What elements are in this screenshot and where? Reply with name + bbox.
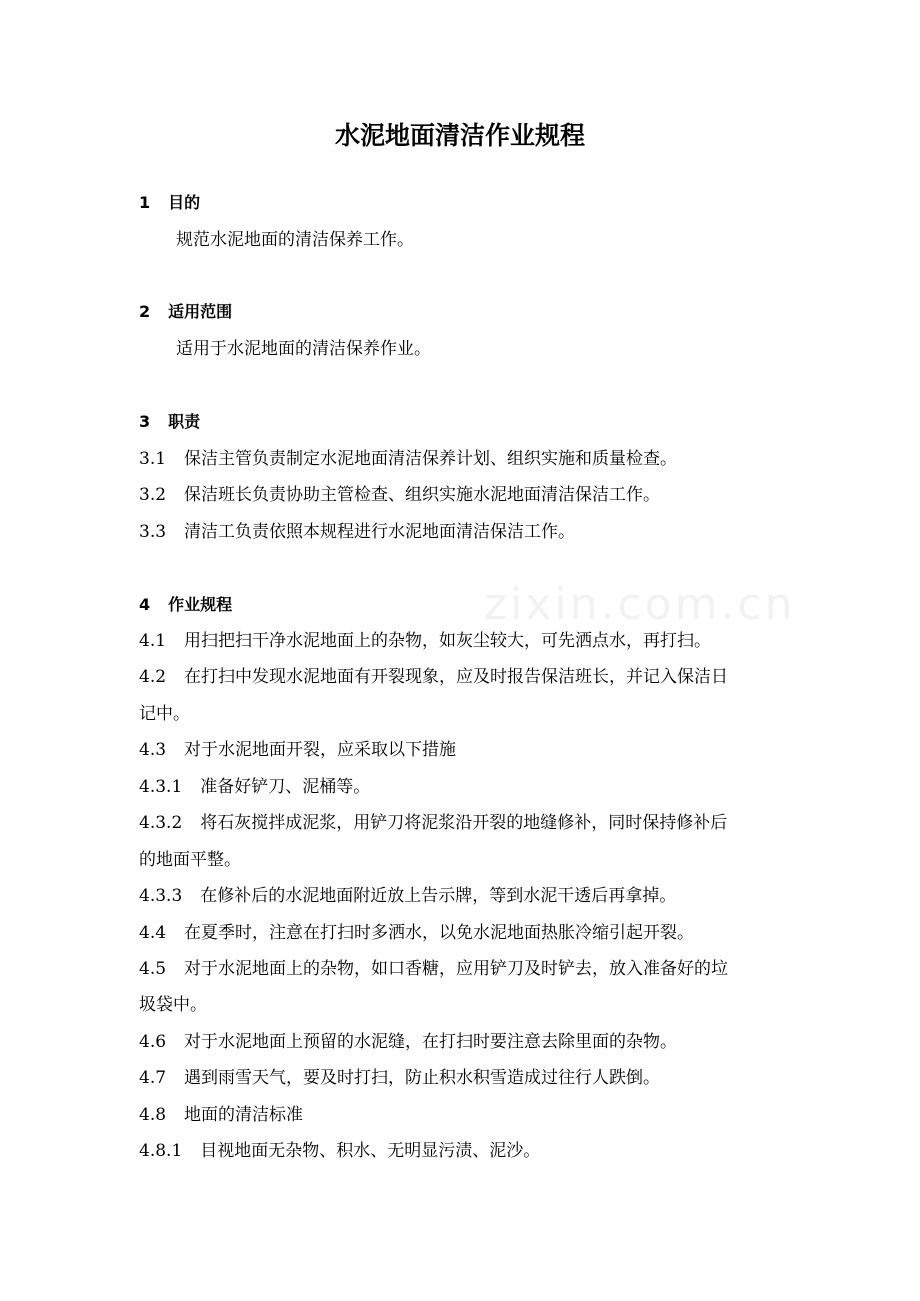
clause-4-8 <box>139 1103 789 1127</box>
clause-number: 4.4 <box>139 923 167 943</box>
clause-4-7 <box>139 1066 789 1090</box>
clause-3-1 <box>139 447 789 471</box>
clause-3-2 <box>139 483 789 507</box>
clause-text: 在修补后的水泥地面附近放上告示牌，等到水泥干透后再拿掉。 <box>200 886 677 906</box>
clause-number: 4.3 <box>139 740 167 760</box>
clause-number: 4.1 <box>139 631 167 651</box>
clause-number: 4.3.2 <box>139 813 183 833</box>
clause-text: 保洁班长负责协助主管检查、组织实施水泥地面清洁保洁工作。 <box>184 485 661 505</box>
clause-number: 4.3.1 <box>139 777 183 797</box>
clause-number: 4.8.1 <box>139 1141 183 1161</box>
section-heading-4 <box>139 593 789 617</box>
section-heading-1 <box>139 191 789 215</box>
clause-4-1 <box>139 629 789 653</box>
clause-4-8-1 <box>139 1139 789 1163</box>
section-number: 3 <box>139 412 151 431</box>
section-heading-3 <box>139 410 789 434</box>
clause-4-6 <box>139 1030 789 1054</box>
clause-number: 3.2 <box>139 485 167 505</box>
clause-text: 在打扫中发现水泥地面有开裂现象，应及时报告保洁班长，并记入保洁日 <box>184 667 729 687</box>
clause-4-3 <box>139 738 789 762</box>
clause-3-3 <box>139 520 789 544</box>
clause-text: 将石灰搅拌成泥浆，用铲刀将泥浆沿开裂的地缝修补，同时保持修补后 <box>200 813 728 833</box>
section-title: 作业规程 <box>168 595 233 614</box>
clause-number: 4.6 <box>139 1032 167 1052</box>
clause-text: 地面的清洁标准 <box>184 1105 304 1125</box>
section-body-1: 规范水泥地面的清洁保养工作。 <box>176 230 414 250</box>
clause-4-3-3 <box>139 884 789 908</box>
clause-text: 对于水泥地面上预留的水泥缝，在打扫时要注意去除里面的杂物。 <box>184 1032 678 1052</box>
clause-4-5 <box>139 957 789 981</box>
clause-number: 4.8 <box>139 1105 167 1125</box>
clause-text: 对于水泥地面上的杂物，如口香糖，应用铲刀及时铲去，放入准备好的垃 <box>184 959 729 979</box>
section-heading-2 <box>139 300 789 324</box>
clause-4-2 <box>139 665 789 689</box>
clause-text: 目视地面无杂物、积水、无明显污渍、泥沙。 <box>200 1141 541 1161</box>
clause-4-3-2-continued: 的地面平整。 <box>139 850 241 870</box>
clause-number: 4.5 <box>139 959 167 979</box>
clause-4-2-continued: 记中。 <box>139 704 190 724</box>
clause-number: 4.3.3 <box>139 886 183 906</box>
section-title: 适用范围 <box>168 302 233 321</box>
clause-text: 保洁主管负责制定水泥地面清洁保养计划、组织实施和质量检查。 <box>184 449 678 469</box>
document-title: 水泥地面清洁作业规程 <box>334 121 585 150</box>
clause-text: 清洁工负责依照本规程进行水泥地面清洁保洁工作。 <box>184 522 576 542</box>
section-number: 2 <box>139 302 151 321</box>
section-body-2: 适用于水泥地面的清洁保养作业。 <box>176 339 431 359</box>
clause-4-3-2 <box>139 811 789 835</box>
clause-4-5-continued: 圾袋中。 <box>139 995 207 1015</box>
clause-text: 准备好铲刀、泥桶等。 <box>200 777 371 797</box>
clause-number: 4.2 <box>139 667 167 687</box>
clause-text: 在夏季时，注意在打扫时多洒水，以免水泥地面热胀冷缩引起开裂。 <box>184 923 695 943</box>
clause-number: 3.1 <box>139 449 167 469</box>
clause-text: 对于水泥地面开裂，应采取以下措施 <box>184 740 457 760</box>
watermark: zixin.com.cn <box>484 579 796 630</box>
section-title: 目的 <box>168 193 201 212</box>
clause-text: 遇到雨雪天气，要及时打扫，防止积水积雪造成过往行人跌倒。 <box>184 1068 661 1088</box>
section-title: 职责 <box>168 412 201 431</box>
clause-number: 3.3 <box>139 522 167 542</box>
clause-number: 4.7 <box>139 1068 167 1088</box>
clause-4-3-1 <box>139 775 789 799</box>
clause-text: 用扫把扫干净水泥地面上的杂物，如灰尘较大，可先洒点水，再打扫。 <box>184 631 712 651</box>
section-number: 1 <box>139 193 151 212</box>
section-number: 4 <box>139 595 151 614</box>
clause-4-4 <box>139 921 789 945</box>
